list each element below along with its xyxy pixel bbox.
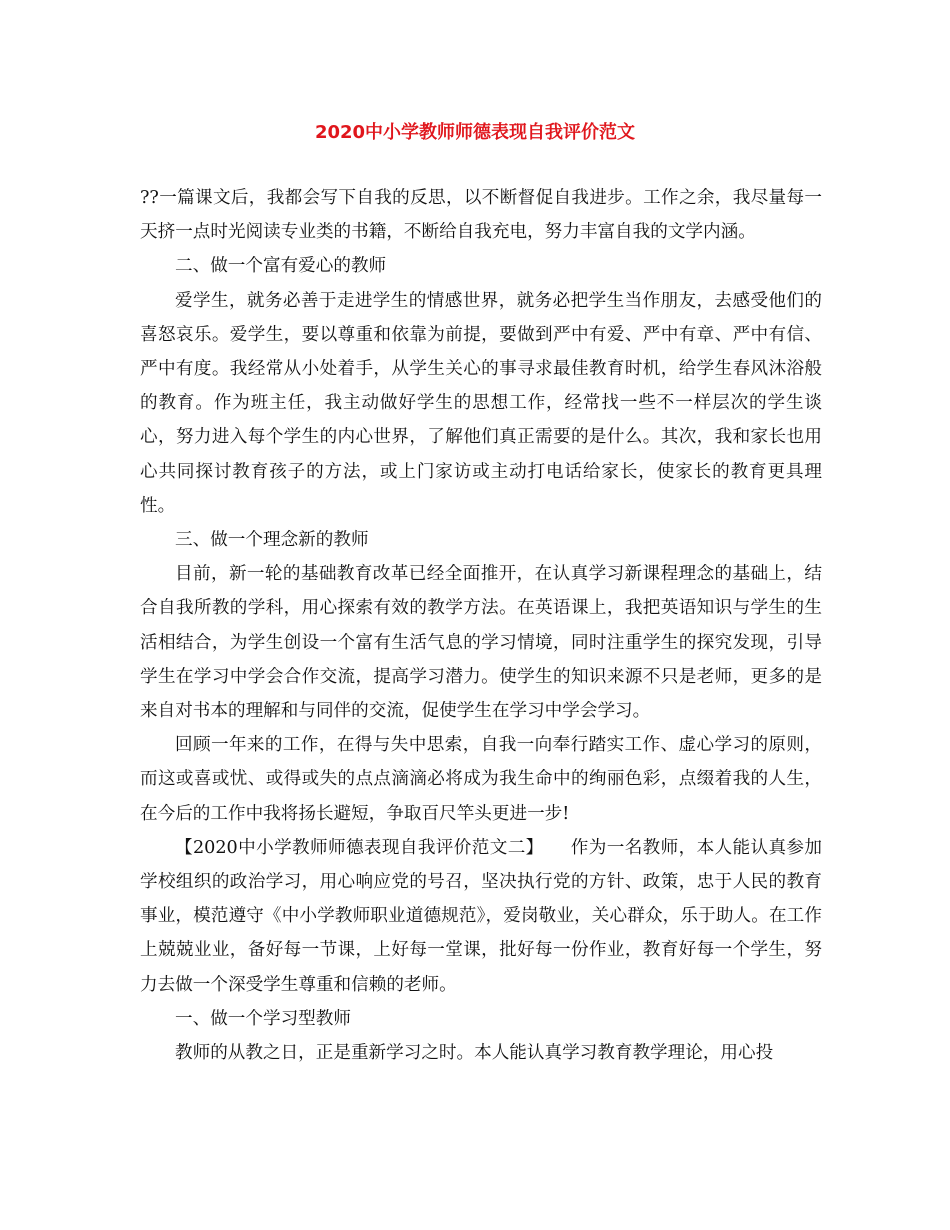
heading-learning-teacher: 一、做一个学习型教师 xyxy=(175,1008,351,1029)
paragraph-education-reform: 目前，新一轮的基础教育改革已经全面推开，在认真学习新课程理念的基础上，结合自我所教的学科，用心探索有效的教学方法。在英语课上，我把英语知识与学生的生活相结合，为学生创设一个富有生活气息的学习情境，同时注重学生的探究发现，引导学生在学习中学会合作交流，提高学习潜力。使学生的知识来源不只是老师，更多的是来自对书本的理解和与同伴的交流，促使学生在学习中学会学习。 xyxy=(140,564,822,722)
paragraph-sample-two: 【2020中小学教师师德表现自我评价范文二】 作为一名教师，本人能认真参加学校组织的政治学习，用心响应党的号召，坚决执行党的方针、政策，忠于人民的教育事业，模范遵守《中小学教师职业道德规范》，爱岗敬业，关心群众，乐于助人。在工作上兢兢业业，备好每一节课，上好每一堂课，批好每一份作业，教育好每一个学生，努力去做一个深受学生尊重和信赖的老师。 xyxy=(140,837,822,995)
paragraph-love-students: 爱学生，就务必善于走进学生的情感世界，就务必把学生当作朋友，去感受他们的喜怒哀乐。爱学生，要以尊重和依靠为前提，要做到严中有爱、严中有章、严中有信、严中有度。我经常从小处着手，从学生关心的事寻求最佳教育时机，给学生春风沐浴般的教育。作为班主任，我主动做好学生的思想工作，经常找一些不一样层次的学生谈心，努力进入每个学生的内心世界，了解他们真正需要的是什么。其次，我和家长也用心共同探讨教育孩子的方法，或上门家访或主动打电话给家长，使家长的教育更具理性。 xyxy=(140,290,822,516)
paragraph-reflection: ??一篇课文后，我都会写下自我的反思，以不断督促自我进步。工作之余，我尽量每一天挤一点时光阅读专业类的书籍，不断给自我充电，努力丰富自我的文学内涵。 xyxy=(140,188,822,243)
document-title: 2020中小学教师师德表现自我评价范文 xyxy=(314,122,636,143)
paragraph-continuous-learning: 教师的从教之日，正是重新学习之时。本人能认真学习教育教学理论，用心投 xyxy=(175,1043,774,1064)
document-body xyxy=(140,181,822,1070)
paragraph-year-review: 回顾一年来的工作，在得与失中思索，自我一向奉行踏实工作、虚心学习的原则，而这或喜或忧、或得或失的点点滴滴必将成为我生命中的绚丽色彩，点缀着我的人生，在今后的工作中我将扬长避短，争取百尺竿头更进一步! xyxy=(140,735,822,824)
heading-new-concept-teacher: 三、做一个理念新的教师 xyxy=(175,530,369,551)
heading-caring-teacher: 二、做一个富有爱心的教师 xyxy=(175,256,387,277)
